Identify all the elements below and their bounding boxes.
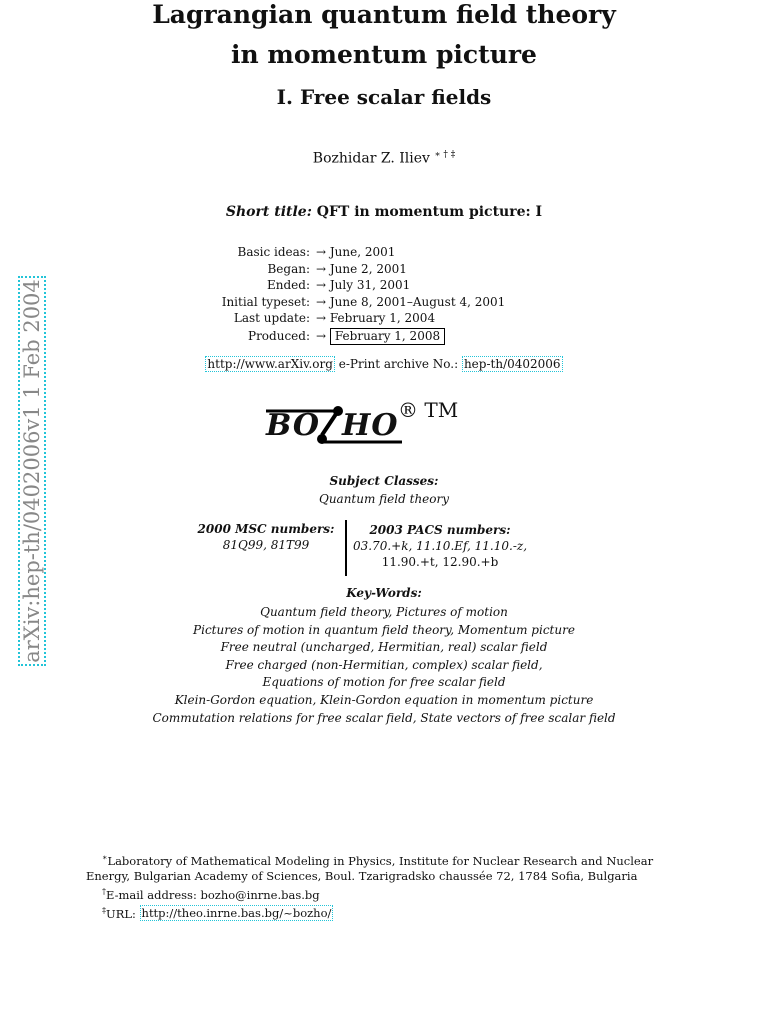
msc-value: 81Q99, 81T99 [222, 538, 310, 552]
author [0, 150, 768, 167]
title-line-1: Lagrangian quantum field theory [152, 0, 616, 29]
keyword-line: Quantum field theory, Pictures of motion [260, 605, 508, 619]
arxiv-side-stamp[interactable] [18, 276, 46, 666]
logo-trademark: ® TM [398, 398, 459, 422]
footnote-email [86, 884, 666, 903]
footnote-affiliation [86, 850, 666, 869]
footnote-affiliation-line1: Laboratory of Mathematical Modeling in Physics, Institute for Nuclear Research and Nuclear [107, 853, 654, 868]
homepage-link[interactable]: http://theo.inrne.bas.bg/~bozho/ [141, 906, 332, 921]
msc-block [190, 522, 342, 552]
date-label: Last update: [233, 311, 310, 325]
date-value: → June 2, 2001 [316, 261, 407, 276]
pacs-value-1: 03.70.+k, 11.10.Ef, 11.10.-z, [352, 539, 528, 553]
footnote-url-label: URL: [106, 906, 140, 921]
footnote-affiliation-line2: Energy, Bulgarian Academy of Sciences, Boul. Tzarigradsko chaussée 72, 1784 Sofia, Bulgaria [86, 868, 638, 883]
arxiv-url-link[interactable]: http://www.arXiv.org [207, 357, 333, 371]
short-title [0, 204, 768, 220]
logo-text: BO HO [266, 408, 399, 443]
keyword-line: Klein-Gordon equation, Klein-Gordon equation in momentum picture [174, 692, 594, 707]
date-row [180, 310, 505, 327]
date-label: Initial typeset: [221, 294, 310, 309]
produced-date-box: February 1, 2008 [330, 328, 445, 345]
date-value: → July 31, 2001 [316, 278, 411, 292]
date-row [180, 244, 505, 261]
pacs-heading: 2003 PACS numbers: [369, 523, 511, 537]
produced-arrow: → [316, 328, 327, 343]
date-row-produced [180, 328, 505, 345]
short-title-label: Short title: [225, 204, 312, 220]
subject-heading: Subject Classes: [329, 474, 439, 488]
date-row [180, 261, 505, 278]
footnote-mark: ∗ [102, 853, 108, 862]
date-value-produced [316, 328, 445, 345]
title-line-2: in momentum picture [231, 40, 537, 69]
author-name: Bozhidar Z. Iliev [312, 150, 430, 167]
keyword-line: Free charged (non-Hermitian, complex) scalar field, [225, 657, 543, 672]
short-title-value: QFT in momentum picture: I [316, 204, 543, 220]
date-row [180, 294, 505, 311]
date-value: → June, 2001 [316, 245, 396, 259]
arxiv-side-stamp-text: arXiv:hep-th/0402006v1 1 Feb 2004 [20, 279, 44, 663]
footnote-mark: † [102, 886, 106, 896]
subject-value: Quantum field theory [318, 492, 450, 506]
keyword-line: Equations of motion for free scalar field [262, 675, 506, 690]
keyword-line: Free neutral (uncharged, Hermitian, real) scalar field [220, 640, 548, 655]
bozho-logo [262, 394, 482, 454]
arxiv-line-text: e-Print archive No.: [334, 357, 462, 371]
date-label: Ended: [267, 278, 310, 292]
footnote-url [86, 903, 666, 922]
footnotes [86, 850, 666, 921]
pacs-block [350, 522, 530, 570]
subtitle: I. Free scalar fields [276, 85, 492, 109]
dates-block [180, 244, 505, 345]
footnote-mark: ‡ [102, 905, 106, 915]
arxiv-line [0, 357, 768, 371]
pacs-value-2: 11.90.+t, 12.90.+b [381, 555, 499, 569]
keyword-line: Commutation relations for free scalar field, State vectors of free scalar field [152, 710, 616, 725]
date-label: Produced: [248, 328, 310, 343]
date-value: → February 1, 2004 [316, 311, 436, 325]
keywords-list [0, 604, 768, 727]
date-label: Basic ideas: [237, 245, 310, 259]
arxiv-number-link[interactable]: hep-th/0402006 [463, 357, 561, 371]
keyword-line: Pictures of motion in quantum field theory, Momentum picture [193, 622, 575, 637]
date-label: Began: [267, 261, 310, 276]
msc-heading: 2000 MSC numbers: [197, 522, 335, 536]
footnote-email-text: E-mail address: bozho@inrne.bas.bg [106, 887, 320, 902]
date-row [180, 277, 505, 294]
author-footnote-marks: ∗ † ‡ [434, 150, 456, 160]
date-value: → June 8, 2001–August 4, 2001 [316, 294, 506, 309]
keywords-heading: Key-Words: [346, 586, 422, 600]
classification-divider [345, 520, 347, 576]
